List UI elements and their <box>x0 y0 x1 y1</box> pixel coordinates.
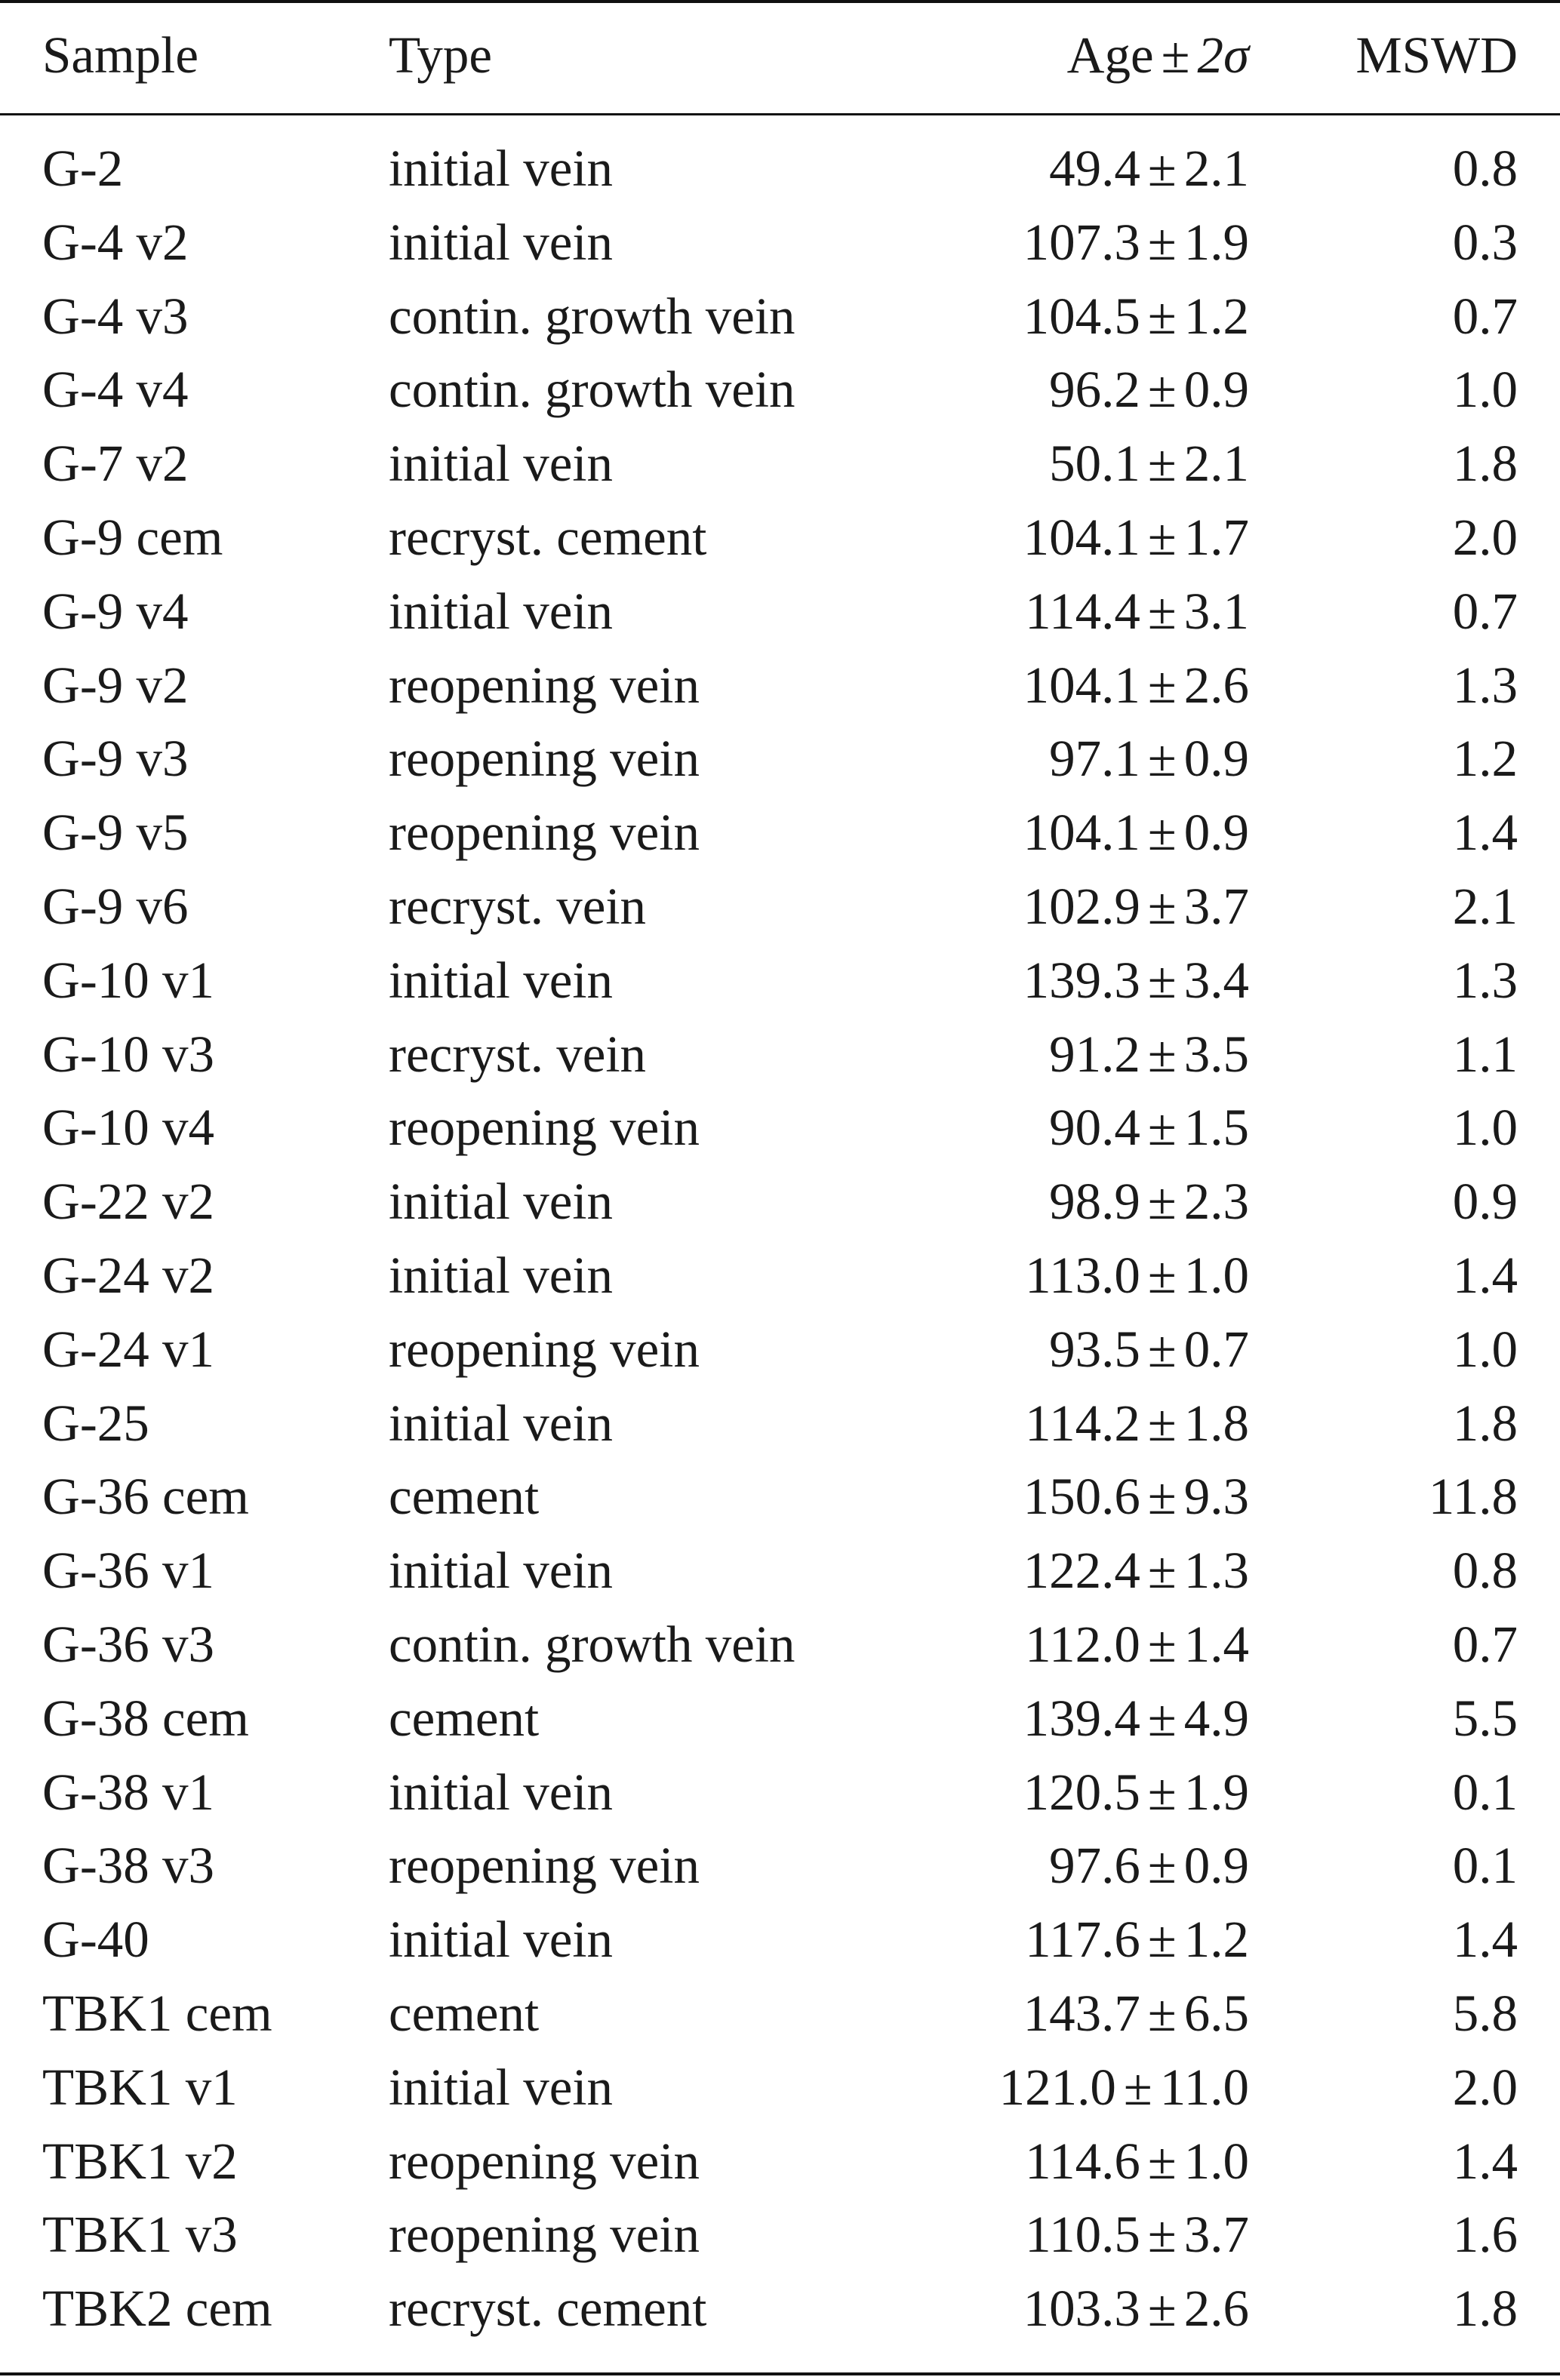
cell-type: contin. growth vein <box>389 287 795 345</box>
cell-mswd: 1.1 <box>1452 1025 1518 1083</box>
table-row <box>0 1238 1560 1312</box>
cell-mswd: 1.4 <box>1452 1911 1518 1969</box>
cell-age-value: 114.2 <box>1025 1394 1140 1452</box>
cell-mswd: 5.5 <box>1452 1689 1518 1747</box>
cell-type: reopening vein <box>389 1837 700 1895</box>
cell-age-error: 4.9 <box>1183 1689 1249 1747</box>
table-row <box>0 426 1560 500</box>
cell-age-pm: ± <box>1147 1025 1177 1083</box>
cell-age-error: 1.2 <box>1183 1911 1249 1969</box>
cell-type: reopening vein <box>389 2206 700 2264</box>
cell-age-pm: ± <box>1147 1763 1177 1821</box>
cell-age-error: 0.9 <box>1183 730 1249 788</box>
cell-age-value: 104.5 <box>1023 287 1140 345</box>
cell-age-value: 97.6 <box>1049 1837 1140 1895</box>
table-row <box>0 131 1560 205</box>
cell-age-value: 139.4 <box>1023 1689 1140 1747</box>
cell-age-pm: ± <box>1147 1985 1177 2042</box>
table-row <box>0 1681 1560 1755</box>
table-row <box>0 1828 1560 1902</box>
cell-sample: TBK1 v2 <box>42 2132 238 2190</box>
table-row <box>0 648 1560 722</box>
cell-mswd: 1.6 <box>1452 2206 1518 2264</box>
cell-age <box>1025 1238 1249 1312</box>
cell-type: reopening vein <box>389 1099 700 1157</box>
cell-type: cement <box>389 1468 540 1526</box>
cell-mswd: 0.9 <box>1452 1173 1518 1231</box>
cell-sample: G-9 v5 <box>42 804 189 862</box>
cell-age-pm: ± <box>1147 1173 1177 1231</box>
cell-type: reopening vein <box>389 656 700 714</box>
cell-age-pm: ± <box>1123 2058 1152 2116</box>
cell-sample: G-38 v1 <box>42 1763 215 1821</box>
table-row <box>0 2271 1560 2345</box>
cell-type: cement <box>389 1689 540 1747</box>
cell-age <box>1023 279 1249 353</box>
table-row <box>0 574 1560 648</box>
cell-age-value: 121.0 <box>998 2058 1116 2116</box>
cell-age <box>1023 2271 1249 2345</box>
cell-age-value: 90.4 <box>1049 1099 1140 1157</box>
cell-age-error: 11.0 <box>1159 2058 1249 2116</box>
table-row <box>0 205 1560 279</box>
cell-type: initial vein <box>389 1763 614 1821</box>
cell-age-value: 103.3 <box>1023 2280 1140 2338</box>
table-row <box>0 500 1560 574</box>
table-row <box>0 795 1560 869</box>
cell-sample: G-36 cem <box>42 1468 249 1526</box>
cell-sample: G-40 <box>42 1911 149 1969</box>
cell-age-pm: ± <box>1147 1911 1177 1969</box>
top-rule <box>0 0 1560 3</box>
cell-age-value: 104.1 <box>1023 509 1140 566</box>
cell-age-error: 2.1 <box>1183 435 1249 493</box>
cell-age-value: 97.1 <box>1049 730 1140 788</box>
cell-mswd: 1.0 <box>1452 361 1518 419</box>
cell-type: initial vein <box>389 582 614 640</box>
cell-age-value: 104.1 <box>1023 656 1140 714</box>
cell-mswd: 1.8 <box>1452 1394 1518 1452</box>
table-row <box>0 2050 1560 2124</box>
cell-age <box>1025 574 1249 648</box>
cell-age-error: 0.7 <box>1183 1320 1249 1378</box>
cell-mswd: 1.3 <box>1452 951 1518 1009</box>
cell-age-pm: ± <box>1147 656 1177 714</box>
cell-mswd: 0.7 <box>1452 1616 1518 1673</box>
cell-age-pm: ± <box>1147 878 1177 935</box>
cell-age-error: 2.6 <box>1183 2280 1249 2338</box>
cell-mswd: 2.0 <box>1452 2058 1518 2116</box>
cell-age <box>1023 1681 1249 1755</box>
cell-age-pm: ± <box>1147 1689 1177 1747</box>
cell-mswd: 1.0 <box>1452 1099 1518 1157</box>
cell-age-pm: ± <box>1147 804 1177 862</box>
cell-type: reopening vein <box>389 2132 700 2190</box>
table-row <box>0 2197 1560 2271</box>
cell-age <box>1023 795 1249 869</box>
cell-sample: G-25 <box>42 1394 149 1452</box>
cell-type: recryst. cement <box>389 2280 707 2338</box>
header-type: Type <box>389 26 492 84</box>
cell-age <box>1023 1755 1249 1829</box>
cell-age <box>1025 1607 1249 1681</box>
cell-age <box>1025 1902 1249 1976</box>
cell-age-pm: ± <box>1147 582 1177 640</box>
cell-sample: G-24 v2 <box>42 1247 215 1304</box>
cell-age-error: 1.4 <box>1183 1616 1249 1673</box>
cell-sample: G-4 v3 <box>42 287 189 345</box>
cell-type: initial vein <box>389 435 614 493</box>
cell-age-pm: ± <box>1147 435 1177 493</box>
cell-age <box>1049 1164 1249 1238</box>
cell-age <box>1025 2197 1249 2271</box>
table-row <box>0 1755 1560 1829</box>
cell-age-pm: ± <box>1147 140 1177 197</box>
cell-age <box>1049 1090 1249 1164</box>
cell-type: reopening vein <box>389 1320 700 1378</box>
cell-age-error: 1.0 <box>1183 2132 1249 2190</box>
cell-age-error: 3.4 <box>1183 951 1249 1009</box>
cell-mswd: 1.2 <box>1452 730 1518 788</box>
cell-age-value: 117.6 <box>1025 1911 1140 1969</box>
cell-type: initial vein <box>389 1247 614 1304</box>
cell-age-error: 1.9 <box>1183 213 1249 271</box>
cell-age-error: 0.9 <box>1183 1837 1249 1895</box>
cell-age-error: 3.7 <box>1183 2206 1249 2264</box>
cell-age-value: 114.6 <box>1025 2132 1140 2190</box>
cell-mswd: 1.8 <box>1452 2280 1518 2338</box>
cell-type: reopening vein <box>389 804 700 862</box>
cell-age-pm: ± <box>1147 1616 1177 1673</box>
cell-mswd: 1.3 <box>1452 656 1518 714</box>
cell-age <box>1049 721 1249 795</box>
cell-age <box>1023 648 1249 722</box>
cell-mswd: 1.8 <box>1452 435 1518 493</box>
cell-age-error: 2.1 <box>1183 140 1249 197</box>
cell-sample: G-4 v4 <box>42 361 189 419</box>
cell-age-error: 1.9 <box>1183 1763 1249 1821</box>
cell-type: recryst. vein <box>389 1025 647 1083</box>
cell-age-value: 91.2 <box>1049 1025 1140 1083</box>
cell-sample: TBK2 cem <box>42 2280 272 2338</box>
cell-age <box>1049 131 1249 205</box>
cell-mswd: 1.4 <box>1452 804 1518 862</box>
table-row <box>0 1976 1560 2050</box>
cell-mswd: 2.0 <box>1452 509 1518 566</box>
cell-age <box>1025 1386 1249 1460</box>
cell-sample: G-36 v3 <box>42 1616 215 1673</box>
bottom-rule <box>0 2372 1560 2375</box>
cell-sample: G-2 <box>42 140 124 197</box>
table-row <box>0 1533 1560 1607</box>
cell-age-error: 3.1 <box>1183 582 1249 640</box>
cell-age-value: 114.4 <box>1025 582 1140 640</box>
cell-sample: G-36 v1 <box>42 1542 215 1600</box>
cell-age-error: 6.5 <box>1183 1985 1249 2042</box>
table-row <box>0 1386 1560 1460</box>
cell-age-value: 110.5 <box>1025 2206 1140 2264</box>
cell-age-pm: ± <box>1147 1542 1177 1600</box>
cell-sample: G-10 v4 <box>42 1099 215 1157</box>
cell-age-value: 104.1 <box>1023 804 1140 862</box>
cell-type: reopening vein <box>389 730 700 788</box>
cell-age <box>1023 943 1249 1017</box>
table-row <box>0 1090 1560 1164</box>
cell-age-pm: ± <box>1147 730 1177 788</box>
table-row <box>0 1017 1560 1091</box>
header-age-label: Age <box>1066 26 1154 84</box>
header-rule <box>0 113 1560 115</box>
cell-mswd: 0.1 <box>1452 1837 1518 1895</box>
cell-age-value: 96.2 <box>1049 361 1140 419</box>
cell-mswd: 2.1 <box>1452 878 1518 935</box>
cell-age-value: 120.5 <box>1023 1763 1140 1821</box>
cell-age <box>1023 1533 1249 1607</box>
cell-age-error: 2.3 <box>1183 1173 1249 1231</box>
cell-age-value: 102.9 <box>1023 878 1140 935</box>
cell-type: initial vein <box>389 140 614 197</box>
header-mswd: MSWD <box>1355 26 1518 84</box>
cell-age <box>1049 352 1249 426</box>
cell-age-error: 1.3 <box>1183 1542 1249 1600</box>
cell-age-error: 1.0 <box>1183 1247 1249 1304</box>
cell-age <box>1023 869 1249 943</box>
cell-age-error: 1.5 <box>1183 1099 1249 1157</box>
cell-age-pm: ± <box>1147 1468 1177 1526</box>
cell-age-value: 150.6 <box>1023 1468 1140 1526</box>
cell-age-value: 122.4 <box>1023 1542 1140 1600</box>
cell-type: initial vein <box>389 1542 614 1600</box>
cell-age-error: 1.2 <box>1183 287 1249 345</box>
cell-mswd: 0.3 <box>1452 213 1518 271</box>
table-row <box>0 869 1560 943</box>
cell-age-error: 9.3 <box>1183 1468 1249 1526</box>
cell-mswd: 0.1 <box>1452 1763 1518 1821</box>
cell-age-pm: ± <box>1147 1320 1177 1378</box>
cell-sample: G-10 v1 <box>42 951 215 1009</box>
table-row <box>0 1164 1560 1238</box>
cell-mswd: 0.8 <box>1452 1542 1518 1600</box>
cell-mswd: 0.8 <box>1452 140 1518 197</box>
cell-sample: G-24 v1 <box>42 1320 215 1378</box>
table-row <box>0 2124 1560 2198</box>
cell-age <box>999 2050 1249 2124</box>
cell-age <box>1049 1017 1249 1091</box>
cell-mswd: 1.0 <box>1452 1320 1518 1378</box>
cell-age-pm: ± <box>1147 1837 1177 1895</box>
cell-type: contin. growth vein <box>389 1616 795 1673</box>
cell-type: initial vein <box>389 951 614 1009</box>
cell-type: cement <box>389 1985 540 2042</box>
cell-sample: G-10 v3 <box>42 1025 215 1083</box>
cell-sample: G-9 v4 <box>42 582 189 640</box>
cell-age-error: 3.7 <box>1183 878 1249 935</box>
cell-sample: G-7 v2 <box>42 435 189 493</box>
cell-mswd: 5.8 <box>1452 1985 1518 2042</box>
cell-sample: G-9 cem <box>42 509 223 566</box>
header-age-pm: ± <box>1161 26 1190 84</box>
cell-age-error: 1.7 <box>1183 509 1249 566</box>
cell-age-value: 139.3 <box>1023 951 1140 1009</box>
cell-age-pm: ± <box>1147 1247 1177 1304</box>
cell-sample: TBK1 v3 <box>42 2206 238 2264</box>
cell-age <box>1023 500 1249 574</box>
cell-age-value: 93.5 <box>1049 1320 1140 1378</box>
cell-sample: G-9 v3 <box>42 730 189 788</box>
cell-age-value: 107.3 <box>1023 213 1140 271</box>
cell-sample: G-4 v2 <box>42 213 189 271</box>
cell-age-pm: ± <box>1147 509 1177 566</box>
cell-age-value: 98.9 <box>1049 1173 1140 1231</box>
cell-type: contin. growth vein <box>389 361 795 419</box>
cell-sample: G-9 v2 <box>42 656 189 714</box>
cell-type: initial vein <box>389 1911 614 1969</box>
cell-age-pm: ± <box>1147 287 1177 345</box>
cell-age-error: 3.5 <box>1183 1025 1249 1083</box>
cell-type: initial vein <box>389 1394 614 1452</box>
cell-age-value: 143.7 <box>1023 1985 1140 2042</box>
table-row <box>0 721 1560 795</box>
cell-age-pm: ± <box>1147 951 1177 1009</box>
cell-sample: TBK1 cem <box>42 1985 272 2042</box>
cell-age <box>1049 1828 1249 1902</box>
table-row <box>0 1312 1560 1386</box>
cell-age-value: 113.0 <box>1025 1247 1140 1304</box>
header-sample: Sample <box>42 26 198 84</box>
cell-age-value: 50.1 <box>1049 435 1140 493</box>
cell-mswd: 1.4 <box>1452 2132 1518 2190</box>
cell-type: initial vein <box>389 2058 614 2116</box>
cell-age-error: 0.9 <box>1183 804 1249 862</box>
header-age <box>1067 18 1249 92</box>
cell-mswd: 0.7 <box>1452 287 1518 345</box>
cell-age-pm: ± <box>1147 213 1177 271</box>
cell-age-pm: ± <box>1147 1394 1177 1452</box>
table-row <box>0 1902 1560 1976</box>
cell-age <box>1049 426 1249 500</box>
cell-age-error: 1.8 <box>1183 1394 1249 1452</box>
cell-mswd: 0.7 <box>1452 582 1518 640</box>
table-row <box>0 279 1560 353</box>
table-row <box>0 352 1560 426</box>
cell-age <box>1049 1312 1249 1386</box>
cell-age <box>1023 1459 1249 1533</box>
cell-sample: G-22 v2 <box>42 1173 215 1231</box>
cell-type: initial vein <box>389 1173 614 1231</box>
table-row <box>0 1459 1560 1533</box>
cell-age-pm: ± <box>1147 2132 1177 2190</box>
cell-age-error: 2.6 <box>1183 656 1249 714</box>
cell-age <box>1023 1976 1249 2050</box>
cell-age-error: 0.9 <box>1183 361 1249 419</box>
cell-type: initial vein <box>389 213 614 271</box>
cell-sample: TBK1 v1 <box>42 2058 238 2116</box>
cell-sample: G-38 v3 <box>42 1837 215 1895</box>
cell-age <box>1025 2124 1249 2198</box>
cell-type: recryst. cement <box>389 509 707 566</box>
cell-age-pm: ± <box>1147 1099 1177 1157</box>
cell-age-pm: ± <box>1147 361 1177 419</box>
table-row <box>0 1607 1560 1681</box>
cell-age-value: 49.4 <box>1049 140 1140 197</box>
cell-type: recryst. vein <box>389 878 647 935</box>
cell-mswd: 11.8 <box>1428 1468 1518 1526</box>
table-header <box>0 18 1560 92</box>
cell-age <box>1023 205 1249 279</box>
cell-age-value: 112.0 <box>1025 1616 1140 1673</box>
cell-age-pm: ± <box>1147 2206 1177 2264</box>
cell-sample: G-9 v6 <box>42 878 189 935</box>
header-age-sigma: 2σ <box>1197 26 1249 84</box>
cell-mswd: 1.4 <box>1452 1247 1518 1304</box>
cell-sample: G-38 cem <box>42 1689 249 1747</box>
table-row <box>0 943 1560 1017</box>
cell-age-pm: ± <box>1147 2280 1177 2338</box>
